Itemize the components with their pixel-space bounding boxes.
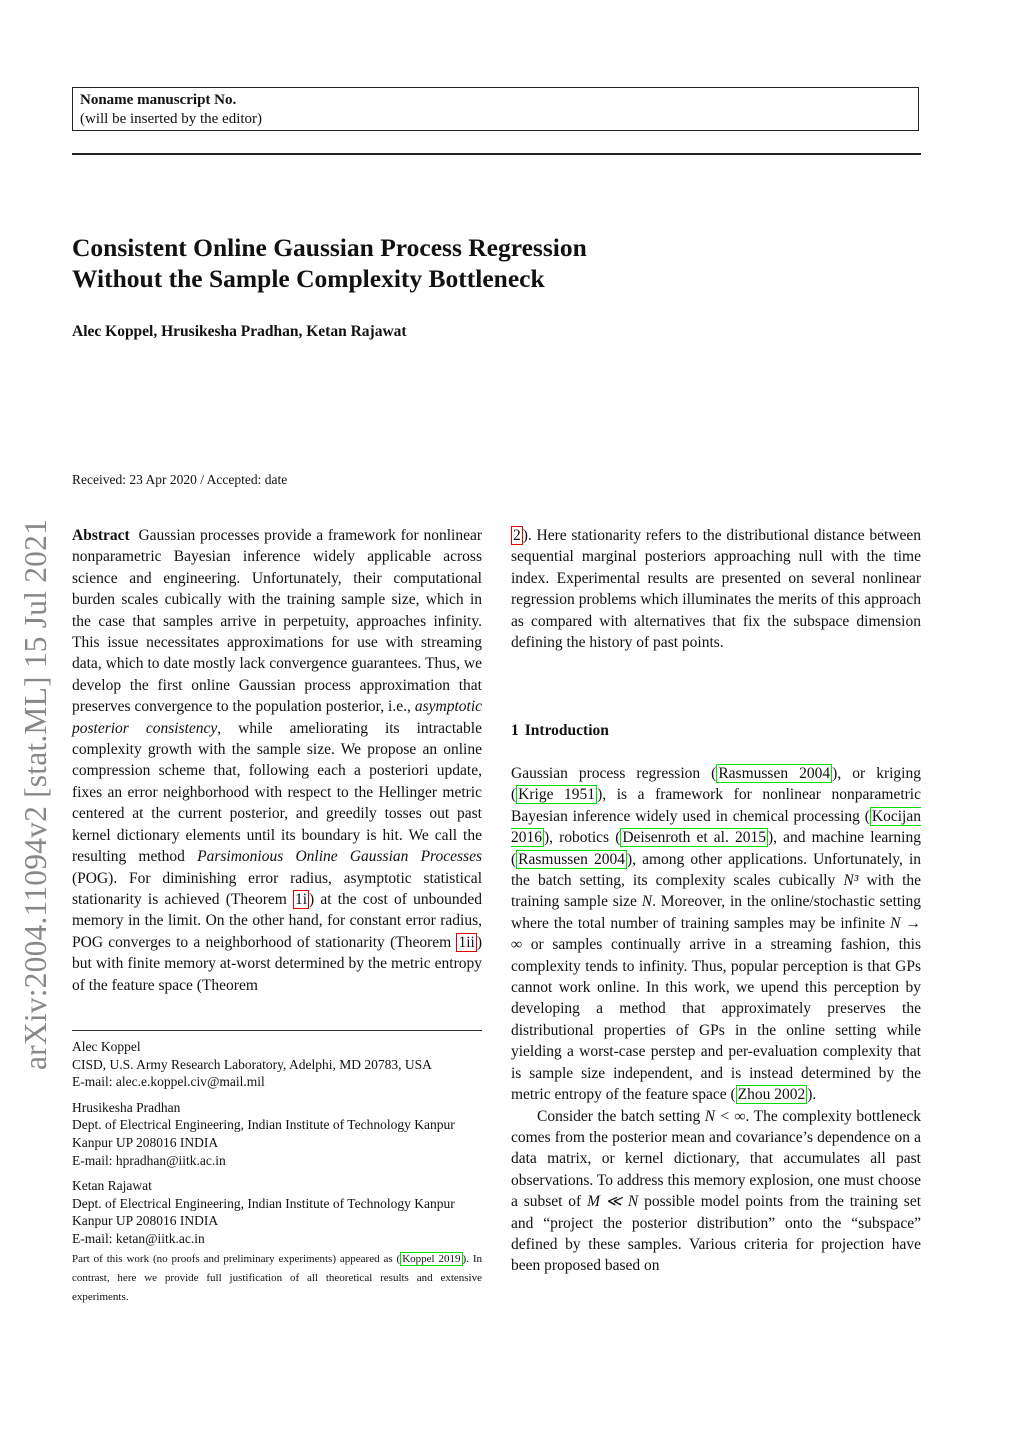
citation-link[interactable]: Kocijan 2016 (511, 807, 921, 847)
affiliation-location: Kanpur UP 208016 INDIA (72, 1134, 219, 1150)
affiliation-dept: Dept. of Electrical Engineering, Indian Institute of Technology Kanpur (72, 1195, 455, 1211)
author-list: Alec Koppel, Hrusikesha Pradhan, Ketan Rajawat (72, 323, 407, 340)
theorem-ref-link[interactable]: 1ii (458, 933, 475, 951)
math-expression: N³ (843, 872, 859, 890)
section-heading-introduction (511, 722, 609, 740)
theorem-ref-link[interactable]: 1i (294, 890, 308, 908)
title-line-1: Consistent Online Gaussian Process Regression (72, 233, 587, 262)
citation-link[interactable]: Koppel 2019 (402, 1252, 461, 1265)
abstract-continuation: 2 ). Here stationarity refers to the distributional distance between sequential marginal posteriors approaching null with the time index. Experimental results are presented on several nonlinear regression problems which illuminates the merits of this approach as compared with alternatives that fix the subspace dimension defining the history of past points. (511, 527, 921, 652)
affiliation-dept: CISD, U.S. Army Research Laboratory, Adelphi, MD 20783, USA (72, 1056, 432, 1072)
math-expression: M ≪ N (587, 1193, 639, 1211)
citation-link[interactable]: Krige 1951 (518, 786, 596, 804)
affiliation-block (72, 1099, 482, 1169)
abstract-heading: Abstract (72, 527, 130, 544)
abstract-right-column (511, 525, 921, 653)
received-date: Received: 23 Apr 2020 / Accepted: date (72, 472, 288, 487)
intro-paragraph-2: Consider the batch setting N < ∞. The complexity bottleneck comes from the posterior mean and covariance’s dependence on a data matrix, or kernel dictionary, that accumulates all past observations. To address this memory explosion, one must choose a subset of M ≪ N possible model points from the training set and “project the posterior distribution” onto the “subspace” defined by these samples. Various criteria for projection have been proposed based on (511, 1107, 922, 1275)
math-expression: N (641, 893, 653, 911)
math-expression: N → ∞ (511, 914, 921, 954)
citation-link[interactable]: Zhou 2002 (737, 1086, 806, 1104)
affiliation-name: Hrusikesha Pradhan (72, 1099, 181, 1115)
manuscript-header-box (72, 87, 919, 131)
section-number: 1 (511, 722, 519, 739)
paper-title (72, 232, 872, 294)
affiliation-email: E-mail: ketan@iitk.ac.in (72, 1230, 205, 1246)
manuscript-number: Noname manuscript No. (80, 92, 237, 108)
affiliation-block (72, 1177, 482, 1247)
affiliation-email: E-mail: alec.e.koppel.civ@mail.mil (72, 1074, 265, 1090)
affiliation-location: Kanpur UP 208016 INDIA (72, 1213, 219, 1229)
section-title: Introduction (524, 722, 609, 739)
affiliation-email: E-mail: hpradhan@iitk.ac.in (72, 1152, 226, 1168)
affiliation-name: Ketan Rajawat (72, 1178, 152, 1194)
title-line-2: Without the Sample Complexity Bottleneck (72, 264, 545, 293)
editor-note: (will be inserted by the editor) (80, 111, 263, 127)
abstract: Abstract Gaussian processes provide a framework for nonlinear nonparametric Bayesian inference widely applicable across science and engineering. Unfortunately, their computational burden scales cubically with the training sample size, which in the case that samples arrive in perpetuity, approaches infinity. This issue necessitates approximations for use with streaming data, which to date mostly lack convergence guarantees. Thus, we develop the first online Gaussian process approximation that preserves convergence to the population posterior, i.e., asymptotic posterior consistency, while ameliorating its intractable complexity growth with the sample size. We propose an online compression scheme that, following each a posteriori update, fixes an error neighborhood with respect to the Hellinger metric centered at the current posterior, and greedily tosses out past kernel dictionary elements until its boundary is hit. We call the resulting method Parsimonious Online Gaussian Processes (POG). For diminishing error radius, asymptotic statistical stationarity is achieved (Theorem 1i ) at the cost of unbounded memory in the limit. On the other hand, for constant error radius, POG converges to a neighborhood of stationarity (Theorem 1ii ) but with finite memory at-worst determined by the metric entropy of the feature space (Theorem (72, 527, 483, 994)
citation-link[interactable]: Deisenroth et al. 2015 (622, 829, 766, 847)
affiliation-dept: Dept. of Electrical Engineering, Indian Institute of Technology Kanpur (72, 1117, 455, 1133)
intro-paragraph-1: Gaussian process regression ( Rasmussen 2004 ), or kriging ( Krige 1951 ), is a framework for nonlinear nonparametric Bayesian inference widely used in chemical processing ( Kocijan 2016 ), robotics ( Deisenroth et al. 2015 ), and machine learning ( Rasmussen 2004 ), among other applications. Unfortunately, in the batch setting, its complexity scales cubically N³ with the training sample size N. Moreover, in the online/stochastic setting where the total number of training samples may be infinite N → ∞ or samples continually arrive in a streaming fashion, this complexity tends to infinity. Thus, popular perception is that GPs cannot work online. In this work, we upend this perception by developing a method that approximately preserves the distributional properties of GPs in the online setting while yielding a worst-case perstep and per-evaluation complexity that is sample size independent, and is instead determined by the metric entropy of the feature space ( Zhou 2002 ). (511, 765, 922, 1104)
introduction-body (511, 763, 921, 1277)
math-expression: N < ∞ (704, 1107, 746, 1125)
author-affiliations (72, 1038, 482, 1307)
citation-link[interactable]: Rasmussen 2004 (718, 765, 831, 782)
citation-link[interactable]: Rasmussen 2004 (518, 850, 625, 868)
header-rule (72, 153, 921, 155)
abstract-left-column (72, 525, 482, 996)
affiliation-name: Alec Koppel (72, 1039, 141, 1054)
prior-work-note: Part of this work (no proofs and preliminary experiments) appeared as ( Koppel 2019 ). In contrast, here we provide full justification of all theoretical results and extensive experiments. (72, 1252, 483, 1303)
affiliation-block (72, 1038, 482, 1091)
arxiv-stamp: arXiv:2004.11094v2 [stat.ML] 15 Jul 2021 (18, 518, 53, 1070)
theorem-ref-link[interactable]: 2 (513, 527, 521, 544)
footnote-rule (72, 1030, 482, 1031)
